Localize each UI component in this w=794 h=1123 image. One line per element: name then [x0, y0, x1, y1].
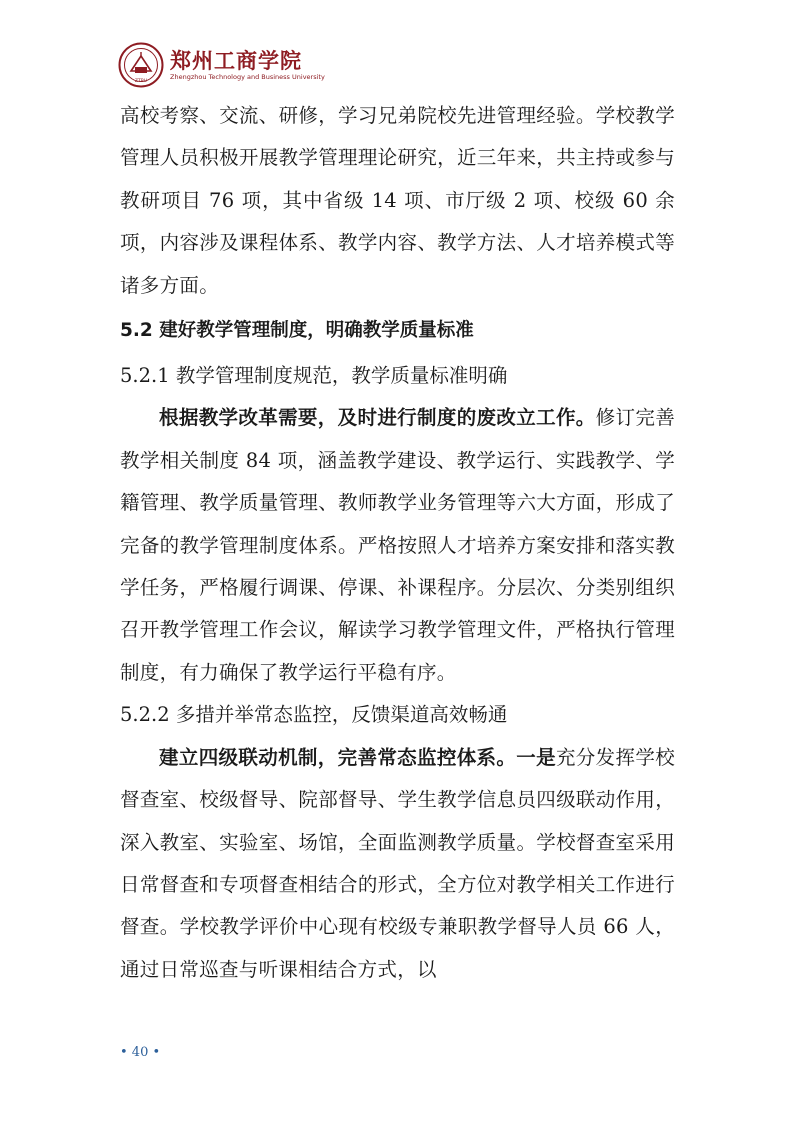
paragraph-3-lead-2: 一是 — [516, 745, 556, 769]
paragraph-1: 高校考察、交流、研修，学习兄弟院校先进管理经验。学校教学管理人员积极开展教学管理理论研究，近三年来，共主持或参与教研项目 76 项，其中省级 14 项、市厅级 2 项、校级 60 余项，内容涉及课程体系、教学内容、教学方法、人才培养模式等诸多方面。 — [120, 104, 675, 297]
paragraph-3 — [120, 737, 675, 991]
university-name-en: Zhengzhou Technology and Business University — [170, 72, 325, 81]
paragraph-2-body: 修订完善教学相关制度 84 项，涵盖教学建设、教学运行、实践教学、学籍管理、教学质量管理、教师教学业务管理等六大方面，形成了完备的教学管理制度体系。严格按照人才培养方案安排和落实教学任务，严格履行调课、停课、补课程序。分层次、分类别组织召开教学管理工作会议，解读学习教学管理文件，严格执行管理制度，有力确保了教学运行平稳有序。 — [120, 406, 675, 684]
paragraph-2 — [120, 397, 675, 694]
page-number: • 40 • — [120, 1045, 161, 1060]
page-header — [118, 42, 325, 88]
subsection-heading-5-2-2: 5.2.2 多措并举常态监控，反馈渠道高效畅通 — [120, 703, 508, 727]
subsection-heading-5-2-1: 5.2.1 教学管理制度规范，教学质量标准明确 — [120, 364, 508, 388]
page-body — [120, 95, 675, 991]
section-heading-5-2: 5.2 建好教学管理制度，明确教学质量标准 — [120, 320, 474, 342]
paragraph-2-lead: 根据教学改革需要，及时进行制度的废改立工作。 — [159, 406, 596, 430]
paragraph-3-lead: 建立四级联动机制，完善常态监控体系。 — [159, 745, 517, 769]
seal-text: ZTBU — [134, 79, 148, 84]
paragraph-3-body: 充分发挥学校督查室、校级督导、院部督导、学生教学信息员四级联动作用，深入教室、实验室、场馆，全面监测教学质量。学校督查室采用日常督查和专项督查相结合的形式，全方位对教学相关工作进行督查。学校教学评价中心现有校级专兼职教学督导人员 66 人，通过日常巡查与听课相结合方式，以 — [120, 745, 675, 981]
university-seal-icon — [118, 42, 164, 88]
university-name-cn: 郑州工商学院 — [170, 47, 302, 73]
university-logo — [170, 47, 325, 81]
